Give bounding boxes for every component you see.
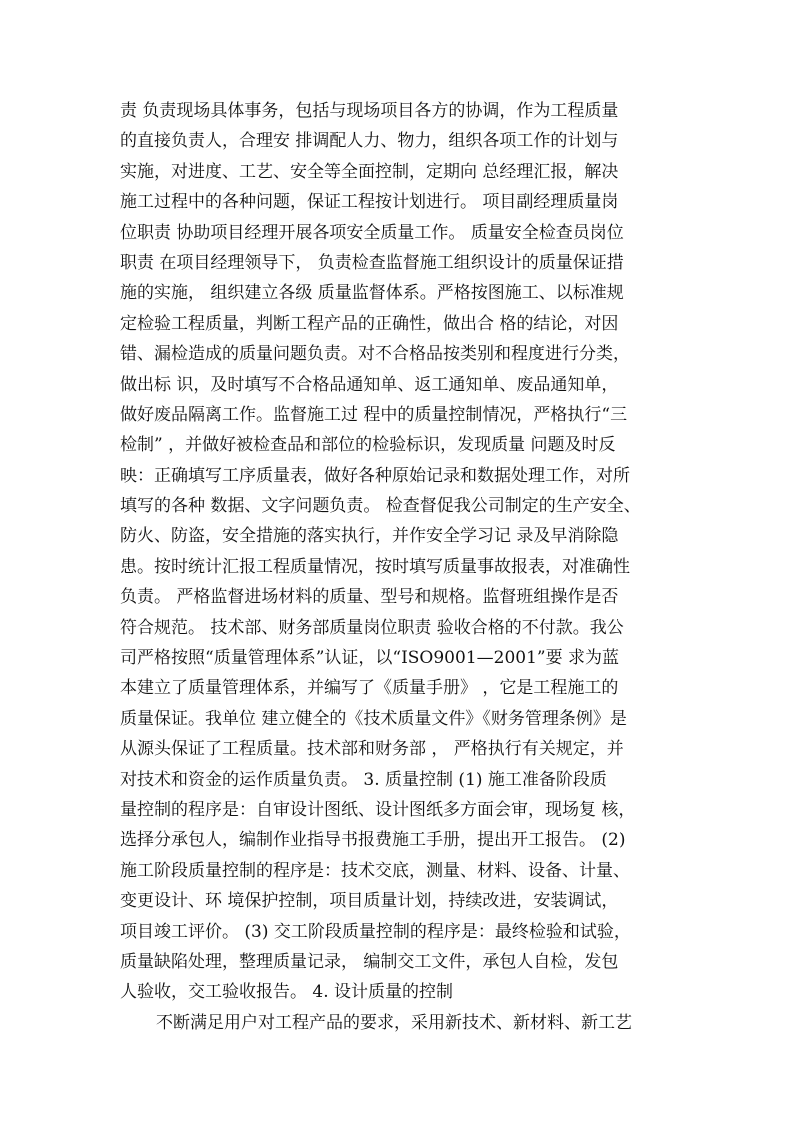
text-line: 位职责 协助项目经理开展各项安全质量工作。 质量安全检查员岗位	[120, 222, 624, 243]
text-line: 施工阶段质量控制的程序是：技术交底，测量、材料、设备、计量、	[120, 860, 630, 881]
text-line: 施工过程中的各种问题，保证工程按计划进行。 项目副经理质量岗	[120, 192, 619, 213]
text-line: 对技术和资金的运作质量负责。 3. 质量控制 (1) 施工准备阶段质	[120, 769, 607, 790]
text-line: 检制” ，并做好被检查品和部位的检验标识，发现质量 问题及时反	[120, 435, 616, 456]
text-line: 的直接负责人，合理安 排调配人力、物力，组织各项工作的计划与	[120, 131, 619, 152]
text-line: 质量缺陷处理，整理质量记录， 编制交工文件，承包人自检，发包	[120, 951, 619, 972]
text-line: 选择分承包人，编制作业指导书报费施工手册，提出开工报告。 (2)	[120, 830, 626, 851]
text-line: 错、漏检造成的质量问题负责。对不合格品按类别和程度进行分类，	[120, 344, 630, 365]
text-line: 防火、防盗，安全措施的落实执行，并作安全学习记 录及早消除隐	[120, 526, 619, 547]
text-line: 符合规范。 技术部、财务部质量岗位职责 验收合格的不付款。我公	[120, 617, 624, 638]
text-line: 做好废品隔离工作。监督施工过 程中的质量控制情况，严格执行“三	[120, 404, 628, 425]
text-line: 质量保证。我单位 建立健全的《技术质量文件》《财务管理条例》是	[120, 708, 627, 729]
text-line: 定检验工程质量，判断工程产品的正确性，做出合 格的结论，对因	[120, 313, 619, 334]
text-line: 变更设计、环 境保护控制，项目质量计划，持续改进，安装调试，	[120, 891, 619, 912]
body-text	[120, 96, 700, 1038]
text-line: 责 负责现场具体事务，包括与现场项目各方的协调，作为工程质量	[120, 101, 619, 121]
text-line: 人验收，交工验收报告。 4. 设计质量的控制	[120, 982, 454, 1003]
text-line: 做出标 识，及时填写不合格品通知单、返工通知单、废品通知单，	[120, 374, 619, 395]
text-line: 负责。 严格监督进场材料的质量、型号和规格。监督班组操作是否	[120, 587, 619, 608]
text-line: 施的实施， 组织建立各级 质量监督体系。严格按图施工、以标准规	[120, 283, 624, 304]
text-line: 映：正确填写工序质量表，做好各种原始记录和数据处理工作，对所	[120, 465, 630, 486]
text-line: 项目竣工评价。 (3) 交工阶段质量控制的程序是：最终检验和试验，	[120, 921, 631, 942]
text-line: 司严格按照“质量管理体系”认证，以“ISO9001—2001”要 求为蓝	[120, 648, 619, 669]
text-line: 患。按时统计汇报工程质量情况，按时填写质量事故报表，对准确性	[120, 556, 630, 577]
text-line: 量控制的程序是：自审设计图纸、设计图纸多方面会审，现场复 核，	[120, 799, 636, 820]
text-line: 从源头保证了工程质量。技术部和财务部 ， 严格执行有关规定，并	[120, 739, 624, 760]
text-line: 实施，对进度、工艺、安全等全面控制，定期向 总经理汇报，解决	[120, 161, 619, 182]
text-line: 职责 在项目经理领导下， 负责检查监督施工组织设计的质量保证措	[120, 252, 624, 273]
text-line: 不断满足用户对工程产品的要求，采用新技术、新材料、新工艺	[156, 1012, 632, 1033]
text-line: 填写的各种 数据、文字问题负责。 检查督促我公司制定的生产安全、	[120, 496, 641, 517]
text-line: 本建立了质量管理体系，并编写了《质量手册》 ，它是工程施工的	[120, 678, 619, 699]
